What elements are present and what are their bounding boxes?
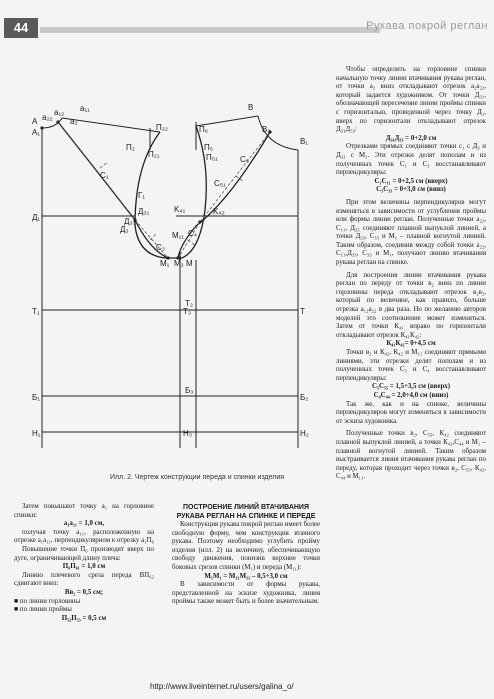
label-a12: a₁₂: [54, 108, 65, 117]
formula: С₄С₄₄ = 2,0÷4,0 см (вниз): [373, 391, 449, 399]
label-d31: Д₃₁: [138, 207, 150, 216]
label-m1: M₁: [160, 259, 170, 268]
label-h1: H₁: [32, 429, 41, 438]
label-h2: H₂: [300, 429, 309, 438]
paragraph: Отрезками прямых соединяют точки с₁ с Д₃ и Д₃₃ с М₁. Эти отрезки делят пополам и из полученных точек С₁ и С₃ восстанавливают перпендикуляры:: [336, 143, 486, 177]
formula: С₁С₁₁ = 0+2,5 см (вверх): [374, 177, 448, 185]
label-b1: Б₁: [32, 393, 40, 402]
formula: П₆П₆₁ = 1,0 см: [62, 563, 106, 571]
section-heading: ПОСТРОЕНИЕ ЛИНИЙ ВТАЧИВАНИЯ РУКАВА РЕГЛАН НА СПИНКЕ И ПЕРЕДЕ: [176, 504, 316, 520]
label-c4: C₄: [188, 229, 198, 238]
paragraph: При этом величины перпендикуляров могут изменяться в зависимости от углубления проймы или формы линии реглан. Полученные точки а₂₂, С₁₁, Д₃₃ соединяют плавной выпуклой линией, а точки Д₃₃, С₃₃ и М₁ – плавной вогнутой линией. Таким образом, соединив между собой точки а₂₂, С₁₁,Д₃₃, С₃₃ и М₁, получают линию втачивания рукава реглан на спинке.: [336, 198, 486, 267]
label-c1: C₁: [100, 171, 109, 180]
label-b1-upper: B₁: [300, 137, 309, 146]
paragraph: Затем повышают точку а₁ на горловине спинки:: [14, 503, 154, 519]
formula: a₁a₁₁ = 1,0 см,: [63, 520, 105, 528]
label-c3: C₃: [156, 243, 166, 252]
paragraph: Повышение точки П₆ производят вверх по дуге, ограничивающей длину плеча:: [14, 545, 154, 562]
label-k42: K₄₂: [213, 207, 225, 216]
label-p6: П₆: [199, 125, 208, 134]
label-c51: C₅₁: [214, 179, 226, 188]
label-d3: Д₃: [120, 225, 129, 234]
bullet-item: ■ по линии проймы: [14, 606, 72, 614]
label-c5: C₅: [240, 155, 249, 164]
right-column-text: [336, 66, 486, 482]
formula: Д₃₁Д₃₃ = 0+2,0 см: [385, 134, 437, 142]
label-d1: Д₁: [32, 213, 41, 222]
paragraph: Линию плечевого среза переда ВП₆₂ сдвигают вниз:: [14, 571, 154, 588]
paragraph: Точки в₂ и К₄₂, К₄₂ и М₁₁ соединяют прямыми линиями, эти отрезки делят пополам и из полученных точек С₅ и С₄ восстанавливают перпендикуляры:: [336, 349, 486, 382]
label-b3: Б₃: [185, 386, 194, 395]
label-a2: a₂: [70, 117, 78, 126]
paragraph: Чтобы определить на горловине спинки начальную точку линии втачивания рукава реглан, от точки а₂ вниз откладывают отрезок a₂a₂₂, который задается художником. От точки Д₃₁, обозначающей пересечение линии проймы спинки с горизонталью, проведенной через точку Д₁, вверх по горизонтали откладывают отрезок Д₃₁Д₃₃:: [336, 66, 486, 134]
paragraph: получая точку а₁₁, расположенную на отрезке а₁а₁₁, перпендикулярном к отрезку а₁П₆: [14, 528, 154, 545]
formula: К₄₁К₄₂= 0+4,5 см: [386, 340, 436, 348]
section-title: Рукава покрой реглан: [366, 20, 488, 32]
label-t3: T₃: [183, 307, 192, 316]
formula: С₃С₃₃ = 0+3,0 см (вниз): [376, 186, 446, 194]
label-d33: Д₃₃: [124, 217, 136, 226]
figure-caption: Илл. 2. Чертеж конструкции переда и спинки изделия: [110, 474, 285, 481]
paragraph: В зависимости от формы рукава, представленной на эскизе художника, линия проймы также может быть и более значительным.: [172, 581, 320, 606]
page-number: 44: [4, 18, 38, 38]
label-p22: П₂₂: [156, 123, 168, 132]
paragraph: Так же, как и на спинке, величины перпендикуляров могут изменяться в зависимости от эскиза художника.: [336, 400, 486, 425]
bottom-left-column: [14, 503, 154, 623]
label-t1: T₁: [32, 307, 40, 316]
label-a1: A₁: [32, 128, 41, 137]
label-m11: M₁₁: [172, 231, 185, 240]
paragraph: Для построения линии втачивания рукава реглан по переду от точки в₂ вниз по линии горловины переда откладывают отрезок в₂в₂, который по величине, как правило, больше отрезка а₁₂а₂₂ в два раза. Но по желанию авторов моделей это соотношение может изменяться. Затем от точки К₄₁ вправо по горизонтали откладывают отрезок К₄₁К₄₂:: [336, 271, 486, 339]
label-m: M: [186, 259, 193, 268]
label-a22: a₂₂: [42, 113, 53, 122]
formula: С₅С₅₅ = 1,5÷3,5 см (вверх): [371, 383, 451, 391]
formula: П₅₂П₅₃ = 0,5 см: [61, 614, 107, 622]
label-b2: B₂: [262, 125, 271, 134]
label-a11: a₁₁: [80, 104, 90, 113]
label-k41: K₄₁: [174, 205, 186, 214]
label-g1: Г₁: [138, 191, 146, 200]
paragraph: Конструкция рукава покрой реглан имеет более свободную форму, чем конструкция втачного рукава. Поэтому необходимо углубить пройму изделия (илл. 2) на величину, обеспечивающую свободу движения, понизив верхние точки боковых срезов спинки (М₁) и переда (М₁₁):: [172, 521, 320, 571]
label-m2: M₂: [174, 259, 184, 268]
label-a: A: [32, 117, 38, 126]
formula: Вв₂ = 0,5 см;: [64, 588, 104, 596]
label-p5: П₅: [204, 143, 213, 152]
paragraph: Полученные точки в₂, С₅₅, К₄₂ соединяют плавной выпуклой линией, а точки К₄₂,С₄₄ и М₁ – плавной вогнутой линией. Таким образом выстраивается линия втачивания рукава реглан по переду, которая проходит через точки в₂, С₅₅, К₄₂, С₄₄ и М₁₁.: [336, 430, 486, 481]
formula: М₁М₁ = М₁₁М₁₁ – 0,5÷3,0 см: [204, 572, 288, 580]
label-t2: T₂: [185, 299, 193, 308]
label-h3: H₃: [183, 429, 193, 438]
label-b2-lower: Б₂: [300, 393, 309, 402]
label-p21: П₂₁: [148, 150, 160, 159]
footer-url: http://www.liveinternet.ru/users/galina_o/: [150, 682, 294, 691]
label-t: T: [300, 307, 305, 316]
label-b: B: [248, 103, 254, 112]
bullet-item: ■ по линии горловины: [14, 597, 81, 605]
label-p2: П₂: [126, 143, 135, 152]
label-p51: П₅₁: [206, 153, 218, 162]
bottom-middle-column: [172, 503, 320, 607]
